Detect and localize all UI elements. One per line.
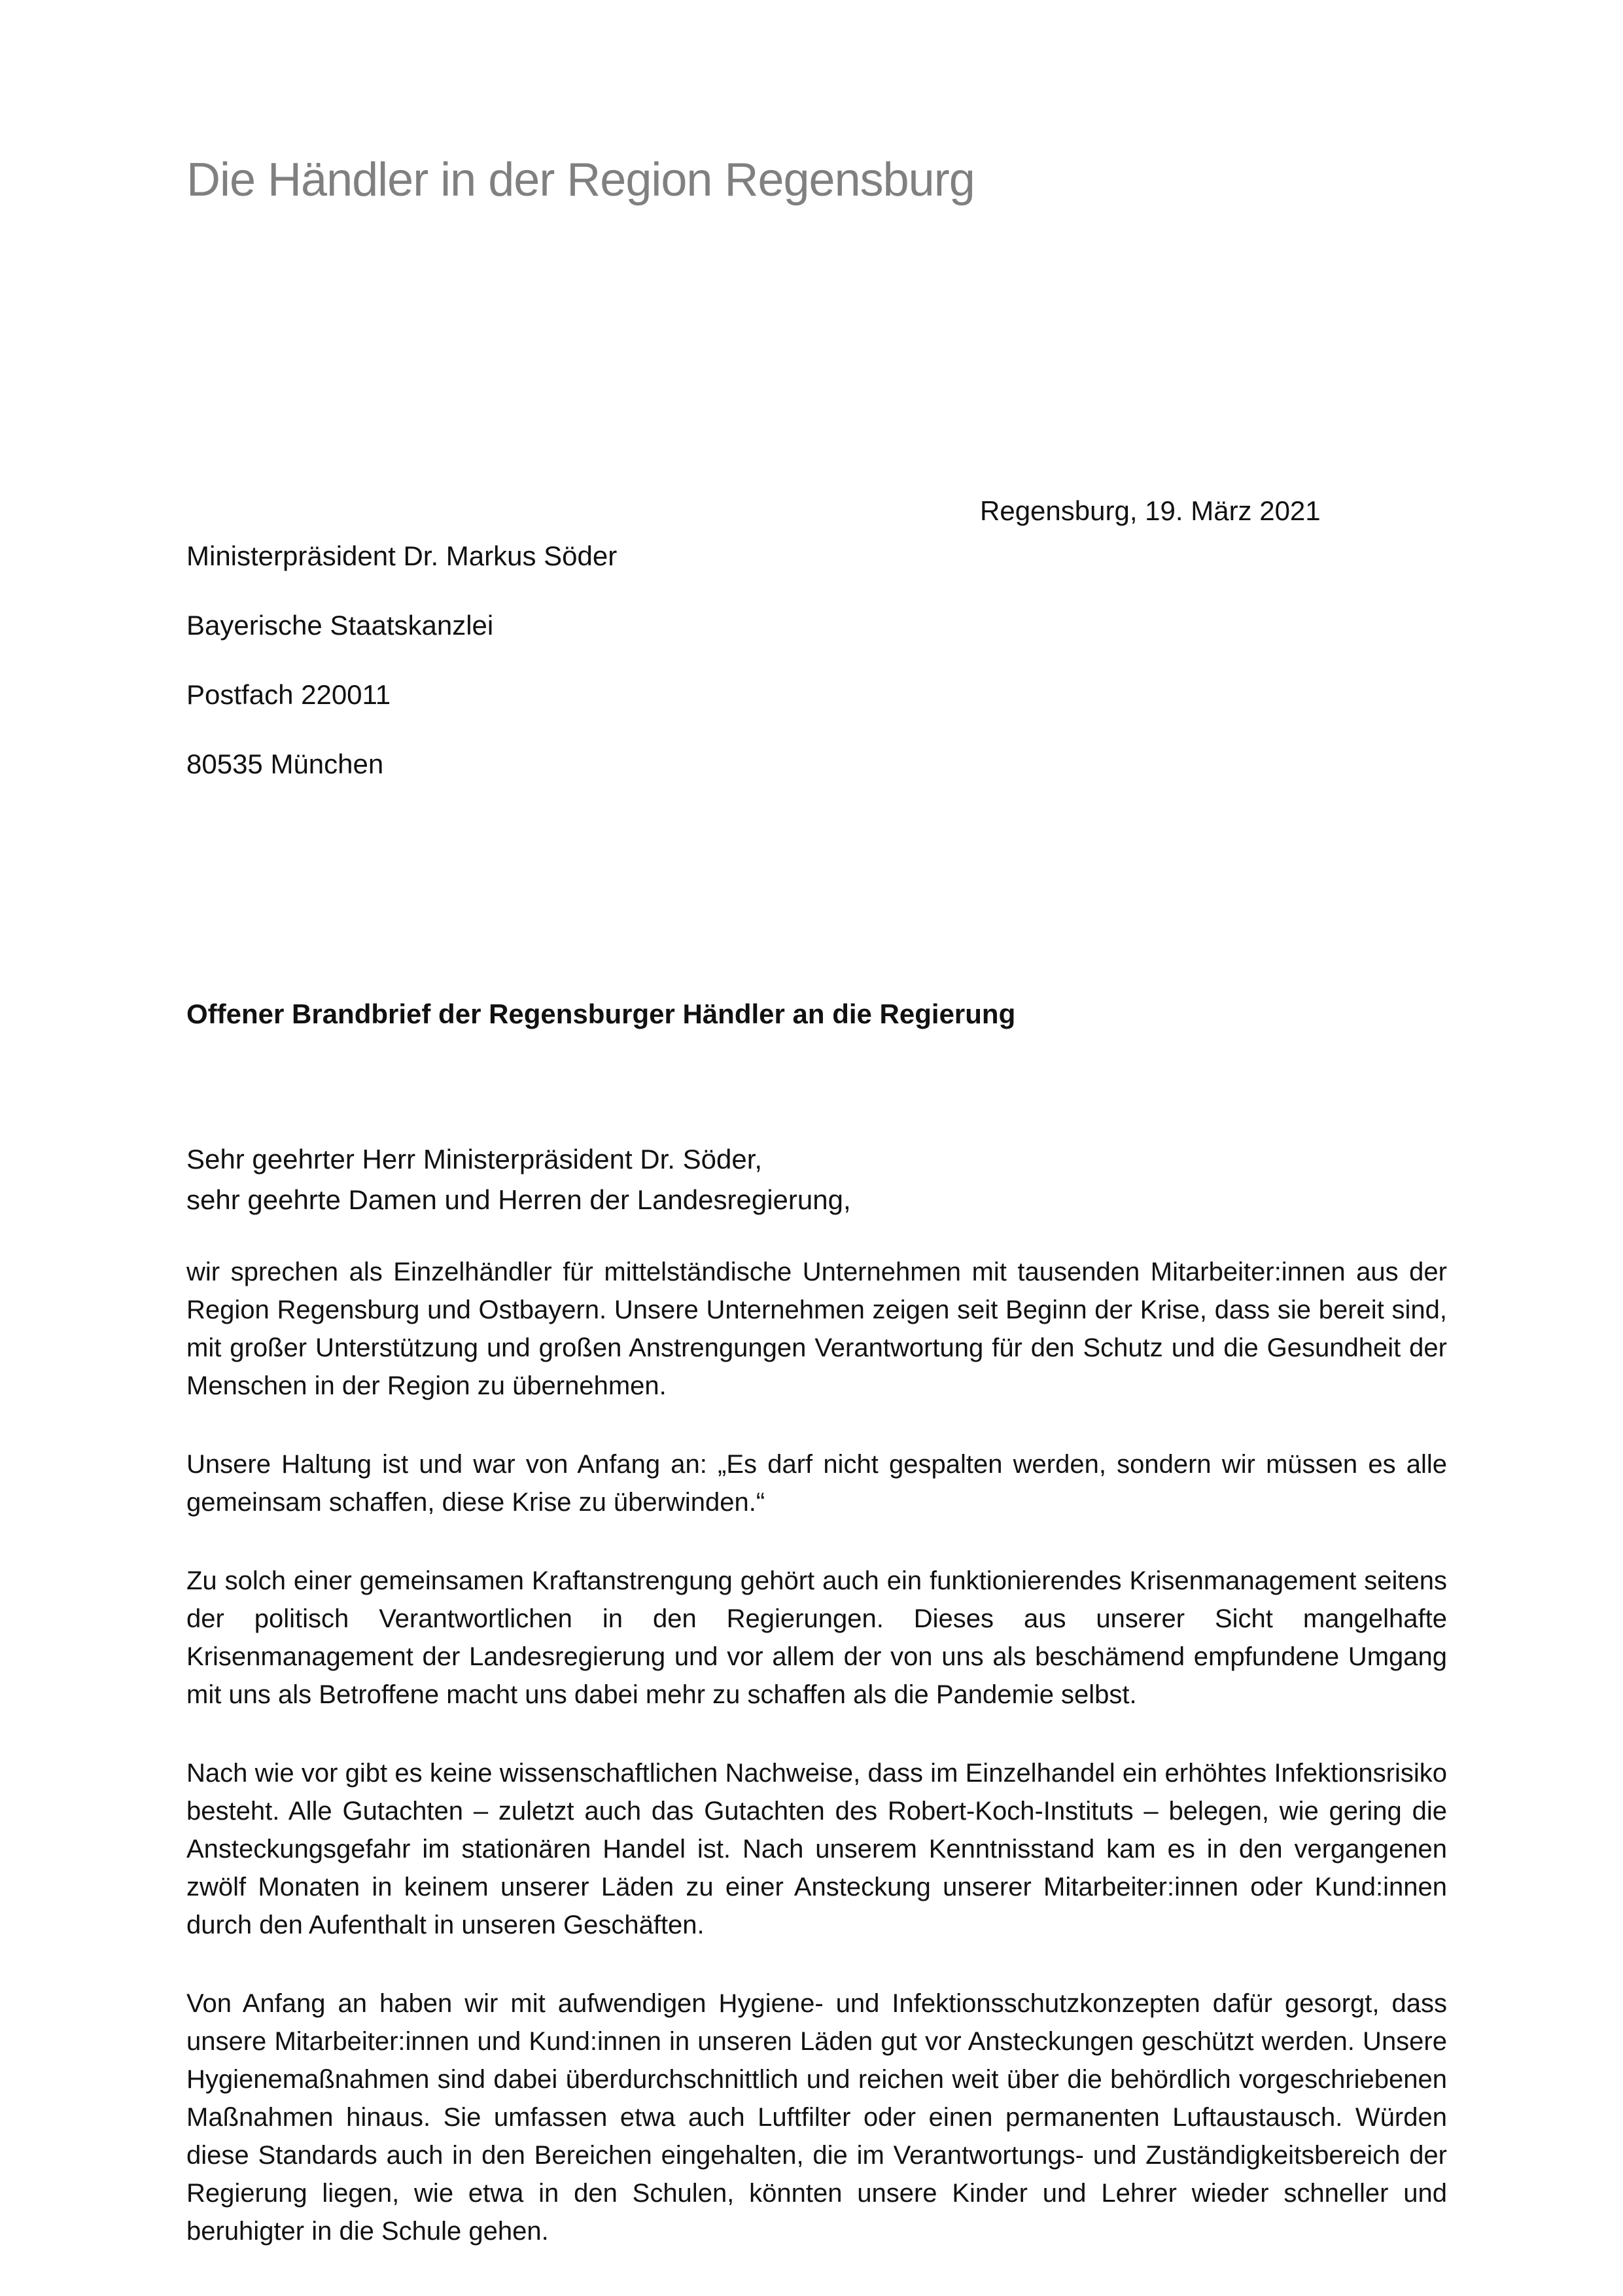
recipient-line-1: Ministerpräsident Dr. Markus Söder bbox=[186, 540, 618, 572]
date-line: Regensburg, 19. März 2021 bbox=[980, 495, 1321, 527]
salutation-line-1: Sehr geehrter Herr Ministerpräsident Dr. Söder, bbox=[186, 1144, 763, 1175]
paragraph-2: Unsere Haltung ist und war von Anfang an: „Es darf nicht gespalten werden, sondern wir müssen es alle gemeinsam schaffen, diese Krise zu überwinden.“ bbox=[186, 1450, 1447, 1517]
paragraph-5: Von Anfang an haben wir mit aufwendigen Hygiene- und Infektionsschutzkonzepten dafür gesorgt, dass unsere Mitarbeiter:innen und Kund:innen in unseren Läden gut vor Ansteckungen geschützt werden. Unsere Hygienemaßnahmen sind dabei überdurchschnittlich und reichen weit über die behördlich vorgeschriebenen Maßnahmen hinaus. Sie umfassen etwa auch Luftfilter oder einen permanenten Luftaustausch. Würden diese Standards auch in den Bereichen eingehalten, die im Verantwortungs- und Zuständigkeitsbereich der Regierung liegen, wie etwa in den Schulen, könnten unsere Kinder und Lehrer wieder schneller und beruhigter in die Schule gehen. bbox=[186, 1989, 1447, 2246]
salutation bbox=[186, 1139, 1447, 1220]
subject-line: Offener Brandbrief der Regensburger Händler an die Regierung bbox=[186, 998, 1016, 1030]
recipient-line-2: Bayerische Staatskanzlei bbox=[186, 610, 494, 641]
recipient-line-3: Postfach 220011 bbox=[186, 679, 391, 711]
page-title: Die Händler in der Region Regensburg bbox=[186, 154, 975, 206]
address-and-date-row bbox=[186, 495, 1447, 816]
paragraph-1: wir sprechen als Einzelhändler für mittelständische Unternehmen mit tausenden Mitarbeiter:innen aus der Region Regensburg und Ostbayern. Unsere Unternehmen zeigen seit Beginn der Krise, dass sie bereit sind, mit großer Unterstützung und großen Anstrengungen Verantwortung für den Schutz und die Gesundheit der Menschen in der Region zu übernehmen. bbox=[186, 1258, 1447, 1401]
recipient-address bbox=[186, 504, 1447, 816]
salutation-line-2: sehr geehrte Damen und Herren der Landesregierung, bbox=[186, 1184, 851, 1216]
paragraph-3: Zu solch einer gemeinsamen Kraftanstrengung gehört auch ein funktionierendes Krisenmanagement seitens der politisch Verantwortlichen in den Regierungen. Dieses aus unserer Sicht mangelhafte Krisenmanagement der Landesregierung und vor allem der von uns als beschämend empfundene Umgang mit uns als Betroffene macht uns dabei mehr zu schaffen als die Pandemie selbst. bbox=[186, 1566, 1447, 1710]
paragraph-4: Nach wie vor gibt es keine wissenschaftlichen Nachweise, dass im Einzelhandel ein erhöhtes Infektionsrisiko besteht. Alle Gutachten – zuletzt auch das Gutachten des Robert-Koch-Instituts – belegen, wie gering die Ansteckungsgefahr im stationären Handel ist. Nach unserem Kenntnisstand kam es in den vergangenen zwölf Monaten in keinem unserer Läden zu einer Ansteckung unserer Mitarbeiter:innen oder Kund:innen durch den Aufenthalt in unseren Geschäften. bbox=[186, 1759, 1447, 1940]
recipient-line-4: 80535 München bbox=[186, 749, 384, 780]
